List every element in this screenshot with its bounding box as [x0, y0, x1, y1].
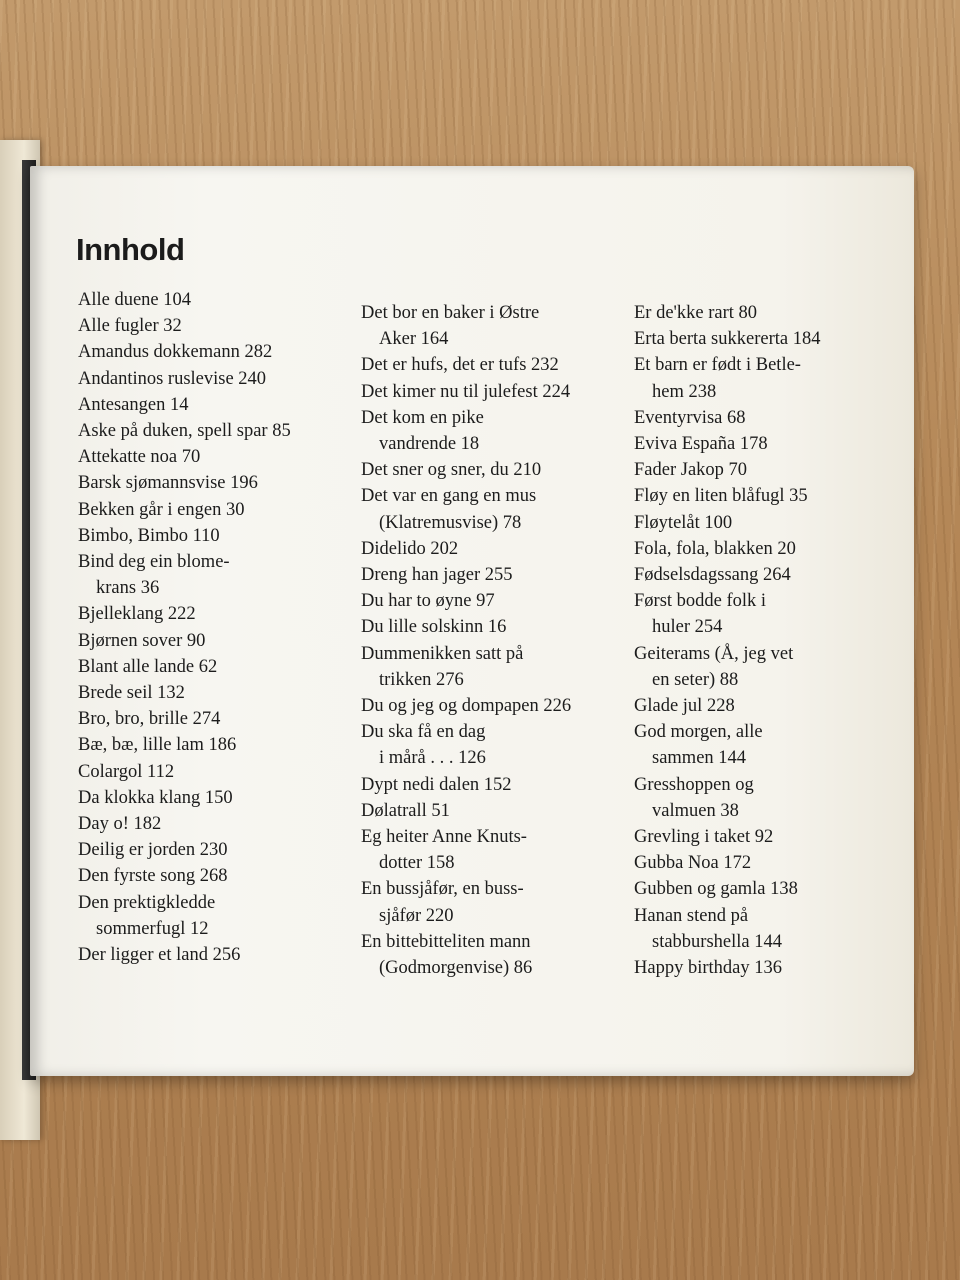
- index-entry: Grevling i taket 92: [634, 827, 774, 848]
- index-entry: Det er hufs, det er tufs 232: [361, 355, 559, 376]
- index-entry: Fødselsdagssang 264: [634, 565, 791, 586]
- index-entry: Fader Jakop 70: [634, 460, 748, 481]
- index-entry: Dummenikken satt på trikken 276: [361, 643, 524, 690]
- index-entry: Didelido 202: [361, 538, 459, 559]
- index-entry: Hanan stend på stabburshella 144: [634, 905, 782, 952]
- index-entry: Alle duene 104: [78, 290, 192, 310]
- index-entry: Den fyrste song 268: [78, 866, 228, 887]
- index-entry: Den prektigkledde sommerfugl 12: [78, 892, 216, 939]
- index-entry: Dølatrall 51: [361, 800, 450, 821]
- index-entry: Happy birthday 136: [634, 958, 782, 979]
- index-entry: Da klokka klang 150: [78, 787, 233, 808]
- index-entry: Du ska få en dag i mårå . . . 126: [361, 722, 486, 769]
- index-entry: Glade jul 228: [634, 696, 735, 717]
- index-entry: Du og jeg og dompapen 226: [361, 696, 572, 717]
- index-entry: Bind deg ein blome- krans 36: [78, 552, 230, 599]
- index-entry: Dypt nedi dalen 152: [361, 774, 512, 795]
- index-entry: En bittebitteliten mann (Godmorgenvise) 86: [361, 931, 533, 979]
- index-entry: En bussjåfør, en buss- sjåfør 220: [361, 879, 524, 926]
- index-entry: Er de'kke rart 80: [634, 303, 758, 323]
- index-column-3: [634, 300, 874, 981]
- index-entry: Bekken går i engen 30: [78, 499, 245, 520]
- index-entry: Aske på duken, spell spar 85: [78, 421, 291, 442]
- index-entry: Du har to øyne 97: [361, 591, 495, 612]
- index-entry: Geiterams (Å, jeg vet en seter) 88: [634, 643, 794, 690]
- index-entry: Fola, fola, blakken 20: [634, 538, 796, 559]
- index-entry: Eg heiter Anne Knuts- dotter 158: [361, 827, 527, 874]
- index-entry: Bimbo, Bimbo 110: [78, 525, 220, 546]
- index-column-2: [361, 300, 616, 981]
- index-entry: Det var en gang en mus (Klatremusvise) 78: [361, 486, 537, 533]
- index-entry: Erta berta sukkererta 184: [634, 329, 821, 350]
- index-entry: Eviva España 178: [634, 434, 768, 455]
- index-entry: Day o! 182: [78, 814, 162, 835]
- index-entry: Gubba Noa 172: [634, 853, 752, 874]
- index-column-1: [78, 287, 343, 968]
- index-entry: Gubben og gamla 138: [634, 879, 798, 900]
- index-entry: Deilig er jorden 230: [78, 840, 228, 861]
- index-entry: Fløy en liten blåfugl 35: [634, 486, 808, 507]
- index-entry: Barsk sjømannsvise 196: [78, 473, 258, 494]
- index-entry: Dreng han jager 255: [361, 565, 513, 586]
- index-entry: Brede seil 132: [78, 683, 185, 704]
- index-entry: Et barn er født i Betle- hem 238: [634, 355, 801, 402]
- index-entry: Antesangen 14: [78, 394, 189, 415]
- index-entry: Colargol 112: [78, 761, 175, 782]
- index-entry: Gresshoppen og valmuen 38: [634, 774, 754, 821]
- index-entry: Det kimer nu til julefest 224: [361, 381, 571, 402]
- index-entry: Andantinos ruslevise 240: [78, 368, 267, 389]
- index-entry: Det kom en pike vandrende 18: [361, 407, 484, 455]
- index-entry: Fløytelåt 100: [634, 512, 733, 533]
- index-entry: God morgen, alle sammen 144: [634, 722, 763, 769]
- index-entry: Det bor en baker i Østre Aker 164: [361, 303, 540, 350]
- index-entry: Bjelleklang 222: [78, 604, 196, 625]
- index-entry: Du lille solskinn 16: [361, 617, 507, 638]
- index-entry: Alle fugler 32: [78, 316, 182, 337]
- page-title: Innhold: [76, 232, 185, 267]
- index-entry: Blant alle lande 62: [78, 656, 218, 677]
- index-entry: Eventyrvisa 68: [634, 407, 746, 428]
- index-entry: Det sner og sner, du 210: [361, 460, 542, 481]
- index-entry: Bro, bro, brille 274: [78, 709, 221, 730]
- index-entry: Amandus dokkemann 282: [78, 342, 273, 363]
- index-entry: Der ligger et land 256: [78, 945, 241, 966]
- index-entry: Bæ, bæ, lille lam 186: [78, 735, 237, 756]
- index-entry: Attekatte noa 70: [78, 447, 201, 468]
- index-entry: Bjørnen sover 90: [78, 630, 206, 651]
- index-entry: Først bodde folk i huler 254: [634, 591, 767, 638]
